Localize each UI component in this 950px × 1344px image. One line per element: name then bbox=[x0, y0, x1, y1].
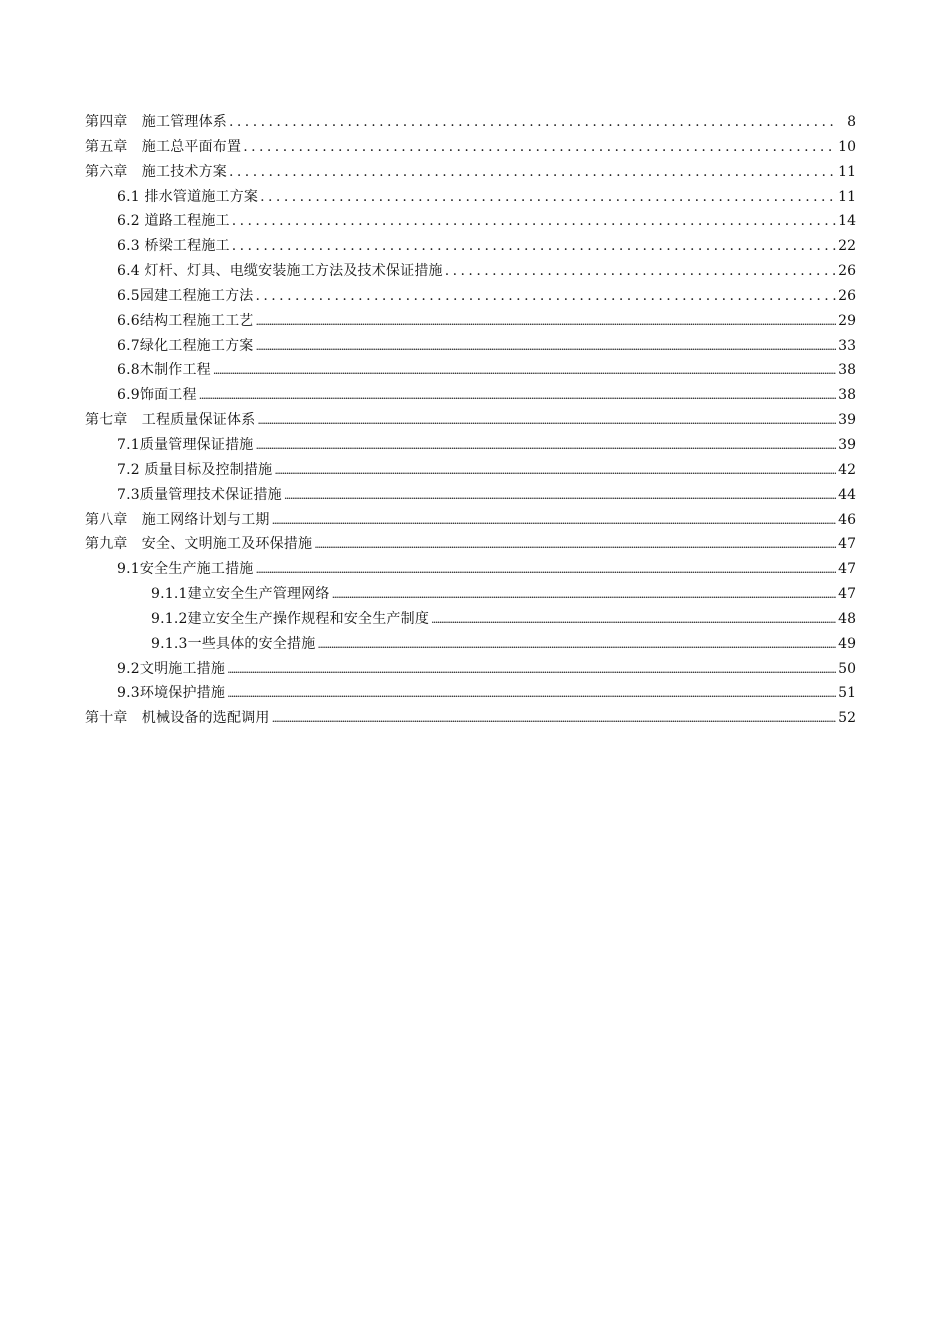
toc-entry-title: 第六章 施工技术方案 bbox=[85, 163, 227, 180]
toc-entry-page-number: 29 bbox=[838, 312, 856, 329]
toc-entry-title: 6.6结构工程施工工艺 bbox=[117, 312, 254, 329]
toc-entry[interactable] bbox=[85, 135, 856, 160]
toc-dot-leader bbox=[274, 458, 836, 484]
toc-entry[interactable] bbox=[85, 508, 856, 533]
toc-entry[interactable] bbox=[85, 607, 856, 632]
toc-entry[interactable] bbox=[85, 185, 856, 210]
toc-entry-title: 9.1.2建立安全生产操作规程和安全生产制度 bbox=[151, 610, 430, 627]
toc-entry[interactable] bbox=[85, 309, 856, 334]
toc-entry-title: 第八章 施工网络计划与工期 bbox=[85, 511, 270, 528]
toc-entry-page-number: 38 bbox=[838, 362, 856, 379]
toc-entry-page-number: 26 bbox=[838, 287, 856, 304]
toc-entry[interactable] bbox=[85, 706, 856, 731]
toc-entry-title: 第四章 施工管理体系 bbox=[85, 114, 227, 130]
toc-entry-page-number: 14 bbox=[838, 213, 856, 230]
toc-entry-title: 6.1 排水管道施工方案 bbox=[117, 188, 259, 205]
toc-entry-page-number: 51 bbox=[838, 685, 856, 702]
toc-entry-title: 7.1质量管理保证措施 bbox=[117, 436, 254, 453]
toc-entry[interactable] bbox=[85, 334, 856, 359]
toc-entry[interactable] bbox=[85, 358, 856, 383]
toc-dot-leader bbox=[255, 557, 836, 583]
toc-dot-leader bbox=[243, 135, 836, 160]
toc-entry-page-number: 10 bbox=[838, 138, 856, 155]
toc-entry-page-number: 39 bbox=[838, 436, 856, 453]
toc-entry-page-number: 50 bbox=[838, 660, 856, 677]
toc-entry-page-number: 49 bbox=[838, 635, 856, 652]
toc-entry-title: 9.2文明施工措施 bbox=[117, 660, 226, 677]
toc-entry-title: 7.3质量管理技术保证措施 bbox=[117, 486, 282, 503]
toc-entry-page-number: 22 bbox=[838, 238, 856, 255]
toc-dot-leader bbox=[260, 185, 836, 210]
toc-entry-page-number: 52 bbox=[838, 710, 856, 727]
toc-entry[interactable] bbox=[85, 681, 856, 706]
toc-dot-leader bbox=[431, 607, 836, 633]
toc-dot-leader bbox=[272, 706, 837, 732]
toc-dot-leader bbox=[255, 433, 836, 459]
toc-dot-leader bbox=[255, 309, 836, 335]
toc-entry[interactable] bbox=[85, 557, 856, 582]
toc-entry-page-number: 33 bbox=[838, 337, 856, 354]
toc-entry-page-number: 44 bbox=[838, 486, 856, 503]
toc-dot-leader bbox=[445, 259, 836, 284]
toc-dot-leader bbox=[332, 582, 837, 608]
toc-entry-title: 9.1.3一些具体的安全措施 bbox=[151, 635, 316, 652]
toc-entry-title: 9.1.1建立安全生产管理网络 bbox=[151, 586, 330, 603]
toc-entry-title: 第九章 安全、文明施工及环保措施 bbox=[85, 536, 313, 553]
toc-dot-leader bbox=[227, 681, 836, 707]
toc-entry-title: 6.5园建工程施工方法 bbox=[117, 287, 254, 304]
toc-entry-title: 6.2 道路工程施工 bbox=[117, 213, 230, 230]
toc-dot-leader bbox=[232, 234, 836, 259]
toc-dot-leader bbox=[272, 508, 837, 534]
toc-entry[interactable] bbox=[85, 160, 856, 185]
toc-dot-leader bbox=[227, 657, 836, 683]
toc-dot-leader bbox=[229, 110, 838, 135]
toc-entry[interactable] bbox=[85, 483, 856, 508]
table-of-contents bbox=[85, 110, 856, 731]
toc-entry-page-number: 38 bbox=[838, 387, 856, 404]
toc-entry[interactable] bbox=[85, 383, 856, 408]
toc-entry-title: 6.9饰面工程 bbox=[117, 387, 197, 404]
toc-entry-page-number: 42 bbox=[838, 461, 856, 478]
toc-entry[interactable] bbox=[85, 110, 856, 135]
toc-entry[interactable] bbox=[85, 458, 856, 483]
toc-entry[interactable] bbox=[85, 259, 856, 284]
toc-entry-page-number: 39 bbox=[838, 412, 856, 429]
toc-entry[interactable] bbox=[85, 209, 856, 234]
toc-entry-title: 第五章 施工总平面布置 bbox=[85, 138, 242, 155]
toc-entry-title: 9.1安全生产施工措施 bbox=[117, 561, 254, 578]
toc-entry-page-number: 26 bbox=[838, 263, 856, 280]
toc-entry-title: 第七章 工程质量保证体系 bbox=[85, 412, 256, 429]
toc-entry-page-number: 46 bbox=[838, 511, 856, 528]
toc-entry[interactable] bbox=[85, 532, 856, 557]
toc-dot-leader bbox=[317, 632, 836, 658]
toc-entry-page-number: 11 bbox=[838, 188, 856, 205]
toc-entry-page-number: 48 bbox=[838, 610, 856, 627]
toc-entry-title: 6.4 灯杆、灯具、电缆安装施工方法及技术保证措施 bbox=[117, 263, 443, 280]
toc-entry[interactable] bbox=[85, 582, 856, 607]
toc-entry-title: 6.7绿化工程施工方案 bbox=[117, 337, 254, 354]
toc-entry-title: 6.8木制作工程 bbox=[117, 362, 211, 379]
toc-dot-leader bbox=[213, 358, 836, 384]
toc-dot-leader bbox=[232, 209, 836, 234]
toc-entry-page-number: 47 bbox=[838, 536, 856, 553]
toc-dot-leader bbox=[314, 532, 836, 558]
toc-entry-page-number: 8 bbox=[847, 114, 856, 130]
toc-dot-leader bbox=[229, 160, 836, 185]
toc-entry-title: 9.3环境保护措施 bbox=[117, 685, 226, 702]
toc-entry-title: 7.2 质量目标及控制措施 bbox=[117, 461, 273, 478]
toc-entry-page-number: 11 bbox=[838, 163, 856, 180]
toc-entry[interactable] bbox=[85, 234, 856, 259]
toc-entry-title: 6.3 桥梁工程施工 bbox=[117, 238, 230, 255]
toc-entry[interactable] bbox=[85, 284, 856, 309]
toc-entry-title: 第十章 机械设备的选配调用 bbox=[85, 710, 270, 727]
toc-entry-page-number: 47 bbox=[838, 561, 856, 578]
toc-dot-leader bbox=[255, 334, 836, 360]
toc-entry[interactable] bbox=[85, 632, 856, 657]
toc-entry-page-number: 47 bbox=[838, 586, 856, 603]
toc-dot-leader bbox=[257, 408, 836, 434]
toc-dot-leader bbox=[199, 383, 837, 409]
toc-entry[interactable] bbox=[85, 657, 856, 682]
toc-dot-leader bbox=[284, 483, 836, 509]
toc-entry[interactable] bbox=[85, 433, 856, 458]
toc-dot-leader bbox=[255, 284, 836, 309]
toc-entry[interactable] bbox=[85, 408, 856, 433]
